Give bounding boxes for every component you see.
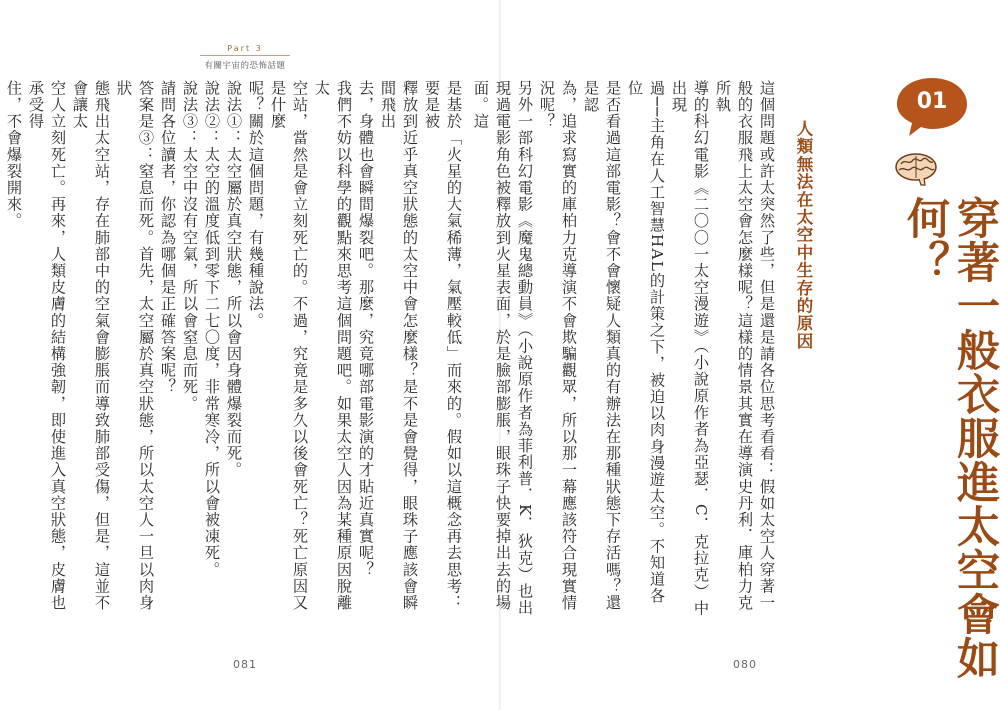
left-text-column: 說法②：太空的溫度低到零下二七〇度，非常寒冷，所以會被凍死。 <box>203 80 221 578</box>
right-text-column: 導的科幻電影《二〇〇一太空漫遊》（小說原作者為亞瑟．C．克拉克）中出現 <box>670 80 710 617</box>
right-text-column: 這個問題或許太突然了些，但是還是請各位思考看看：假如太空人穿著一 <box>758 80 776 612</box>
page-number-left: 081 <box>233 658 257 671</box>
header-rule <box>200 55 290 56</box>
right-text-column: 現過電影角色被釋放到火星表面，於是臉部膨脹，眼珠子快要掉出去的場面。這 <box>472 80 512 612</box>
running-header <box>200 44 290 71</box>
section-heading: 人類無法在太空中生存的原因 <box>794 120 813 351</box>
left-text-column: 去，身體也會瞬間爆裂吧。那麼，究竟哪部電影演的才貼近真實呢？ <box>357 80 375 578</box>
left-text-column: 答案是③：窒息而死。首先，太空屬於真空狀態，所以太空人一旦以肉身狀 <box>115 80 155 612</box>
right-page-body <box>470 80 778 620</box>
left-text-column: 呢？關於這個問題，有幾種說法。 <box>247 80 265 329</box>
left-text-column: 說法①：太空屬於真空狀態，所以會因身體爆裂而死。 <box>225 80 243 479</box>
left-text-column: 我們不妨以科學的觀點來思考這個問題吧。如果太空人因為某種原因脫離太 <box>313 80 353 612</box>
right-text-column: 為，追求寫實的庫柏力克導演不會欺騙觀眾，所以那一幕應該符合現實情況呢？ <box>538 80 578 612</box>
left-text-column: 釋放到近乎真空狀態的太空中會怎麼樣？是不是會覺得，眼珠子應該會瞬間飛出 <box>379 80 419 612</box>
part-label: Part 3 <box>227 44 263 53</box>
left-text-column: 態飛出太空站，存在肺部中的空氣會膨脹而導致肺部受傷，但是，這並不會讓太 <box>71 80 111 612</box>
right-text-column: 另外一部科幻電影《魔鬼總動員》（小說原作者為菲利普．K．狄克）也出 <box>516 80 534 617</box>
chapter-number-badge <box>895 76 969 138</box>
left-text-column: 請問各位讀者，你認為哪個是正確答案呢？ <box>159 80 177 396</box>
left-text-column: 說法③：太空中沒有空氣，所以會窒息而死。 <box>181 80 199 412</box>
right-text-column: 般的衣服飛上太空會怎麼樣呢？這樣的情景其實在導演史丹利．庫柏力克所執 <box>714 80 754 612</box>
left-text-column: 是基於「火星的大氣稀薄，氣壓較低」而來的。假如以這概念再去思考：要是被 <box>423 80 463 612</box>
chapter-title: 穿著一般衣服進太空會如何？ <box>900 196 1000 680</box>
right-text-column: 是否看過這部電影？會不會懷疑人類真的有辦法在那種狀態下存活嗎？還是認 <box>582 80 622 612</box>
header-subtitle: 有關宇宙的恐怖話題 <box>204 61 286 71</box>
chapter-number: 01 <box>916 89 948 114</box>
left-page-body <box>3 80 465 620</box>
page-number-right: 080 <box>733 658 757 671</box>
left-text-column: 住，不會爆裂開來。 <box>5 80 23 230</box>
right-text-column: 過──主角在人工智慧HAL的計策之下，被迫以肉身漫遊太空。不知道各位 <box>626 80 666 605</box>
brain-icon <box>893 152 939 186</box>
left-text-column: 空站，當然是會立刻死亡的。不過，究竟是多久以後會死亡？死亡原因又是什麼 <box>269 80 309 612</box>
left-text-column: 空人立刻死亡。再來，人類皮膚的結構強韌，即使進入真空狀態，皮膚也承受得 <box>27 80 67 612</box>
